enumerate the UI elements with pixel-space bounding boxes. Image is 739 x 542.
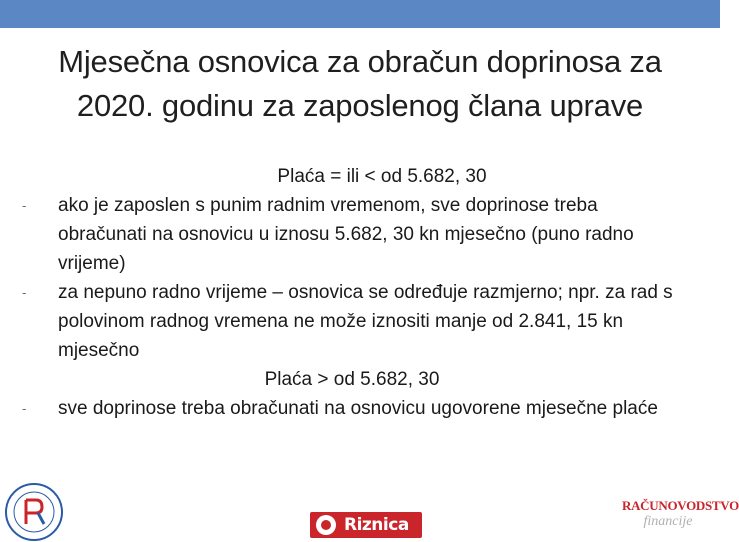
- condition-heading-1: Plaća = ili < od 5.682, 30: [277, 166, 487, 187]
- top-accent-bar: [0, 0, 720, 28]
- bullet-marker: -: [22, 285, 27, 300]
- bullet-text-3: sve doprinose treba obračunati na osnovicu ugovorene mjesečne plaće: [58, 398, 658, 419]
- seal-logo-icon: [0, 480, 70, 542]
- bullet-item-1: [22, 191, 682, 278]
- rf-logo-top: RAČUNOVODSTVO: [622, 498, 739, 513]
- riznica-logo-text: Riznica: [344, 515, 409, 535]
- bullet-marker: -: [22, 198, 27, 213]
- title-line-2: 2020. godinu za zaposlenog člana uprave: [76, 88, 644, 123]
- condition-heading-2: Plaća > od 5.682, 30: [264, 369, 440, 390]
- bullet-marker: -: [22, 401, 27, 416]
- bullet-text-2: za nepuno radno vrijeme – osnovica se određuje razmjerno; npr. za rad s polovinom radnog vremena ne može iznositi manje od 2.841, 15 kn mjesečno: [58, 282, 673, 361]
- bullet-item-2: [22, 278, 682, 365]
- rf-logo-bottom: financije: [643, 514, 693, 529]
- title-line-1: Mjesečna osnovica za obračun doprinosa za: [58, 44, 662, 79]
- riznica-emblem-icon: [316, 515, 336, 535]
- bullet-item-3: [22, 394, 682, 423]
- riznica-logo: [310, 512, 422, 538]
- bullet-text-1: ako je zaposlen s punim radnim vremenom, sve doprinose treba obračunati na osnovicu u iznosu 5.682, 30 kn mjesečno (puno radno vrijeme): [58, 195, 634, 274]
- slide-title: [40, 40, 680, 128]
- racunovodstvo-financije-logo: [622, 498, 739, 540]
- slide-content: [22, 162, 682, 423]
- footer-logos: [0, 470, 739, 540]
